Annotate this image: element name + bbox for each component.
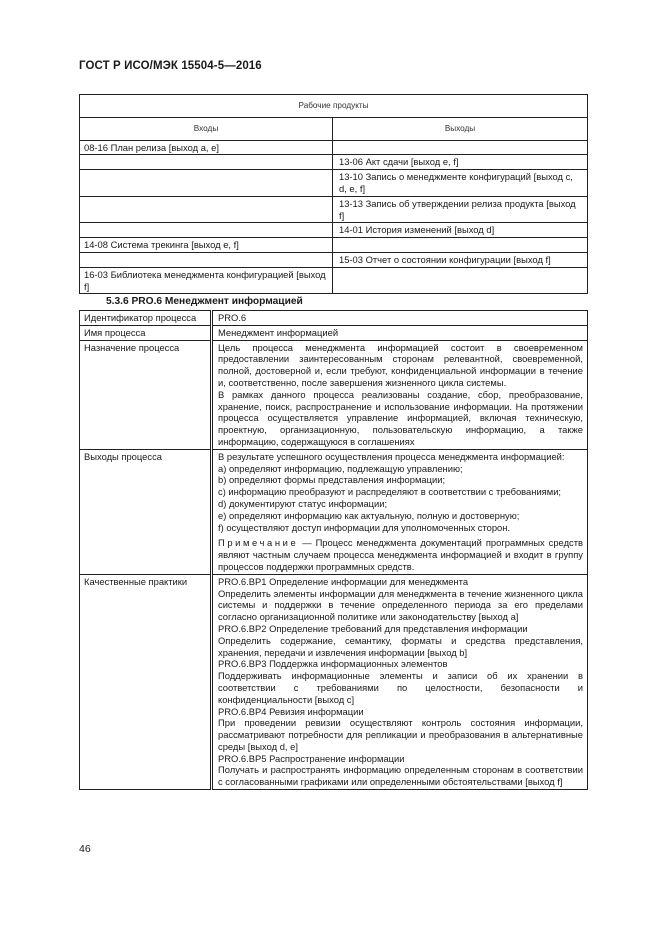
purpose-paragraph: Цель процесса менеджмента информацией состоит в своевременном предоставлении заинтересованным сторонам релевантной, своевременной, полной, достоверной и, если требуют, конфиденциальной информации в течение и, соответственно, после завершения жизненного цикла системы.: [218, 341, 583, 388]
work-products-header-row: [80, 117, 588, 140]
outcomes-intro: В результате успешного осуществления процесса менеджмента информацией:: [218, 450, 565, 462]
process-name-value: Менеджмент информацией: [212, 325, 588, 340]
table-row: [80, 267, 588, 294]
practice-text: Поддерживать информационные элементы и записи об их хранении в соответствии с требованиями по целостности, безопасности и конфиденциальности [выход c]: [218, 670, 583, 705]
input-cell: 16-03 Библиотека менеджмента конфигурацией [выход f]: [80, 267, 333, 294]
practice-text: Определить элементы информации для менеджмента в течение жизненного цикла системы и поддержки в течение определенного периода за его пределами согласно организационной политике или законодательству [выход a]: [218, 587, 583, 623]
output-cell: [333, 238, 588, 253]
output-cell: 15-03 Отчет о состоянии конфигурации [выход f]: [333, 252, 588, 267]
table-row: [80, 196, 588, 223]
input-cell: 08-16 План релиза [выход a, e]: [80, 140, 333, 155]
table-row: [80, 170, 588, 197]
table-row: [80, 449, 588, 574]
outcome-item: b) определяют формы представления информации;: [218, 474, 446, 486]
process-outcomes-text: [212, 449, 588, 574]
outcome-item: a) определяют информацию, подлежащую управлению;: [218, 462, 463, 474]
outcome-item: d) документируют статус информации;: [218, 497, 388, 509]
page-number: 46: [79, 843, 91, 855]
outcome-item: f) осуществляют доступ информации для уполномоченных сторон.: [218, 521, 511, 533]
table-row: [80, 325, 588, 340]
output-cell: 13-06 Акт сдачи [выход e, f]: [333, 155, 588, 170]
process-outcomes-label: Выходы процесса: [80, 449, 212, 574]
practice-title: PRO.6.BP5 Распространение информации: [218, 752, 405, 764]
process-purpose-label: Назначение процесса: [80, 340, 212, 449]
section-title: 5.3.6 PRO.6 Менеджмент информацией: [106, 296, 303, 307]
output-cell: 14-01 История изменений [выход d]: [333, 223, 588, 238]
input-cell: [80, 223, 333, 238]
practice-text: Получать и распространять информацию определенным сторонам в соответствии с согласованными графиками или определенными обстоятельствами [выход f]: [218, 764, 583, 788]
purpose-paragraph: В рамках данного процесса реализованы создание, сбор, преобразование, хранение, поиск, распространение и использование информации. На протяжении процесса осуществляется управление информацией, включая техническую, проектную, организационную, пользовательскую информацию, а также информацию, содержащуюся в соглашениях: [218, 388, 583, 447]
practice-text: При проведении ревизии осуществляют контроль состояния информации, рассматривают потребности для репликации и преобразования в альтернативные среды [выход d, e]: [218, 717, 583, 752]
table-row: [80, 223, 588, 238]
output-cell: [333, 267, 588, 294]
note-text: — Процесс менеджмента документаций программных средств являют частным случаем процесса менеджмента информацией и входит в группу процессов поддержки программных средств.: [218, 537, 583, 572]
note-label: Примечание: [218, 537, 299, 549]
input-cell: [80, 196, 333, 223]
output-cell: 13-10 Запись о менеджменте конфигураций [выход c, d, e, f]: [333, 170, 588, 197]
process-id-value: PRO.6: [212, 311, 588, 326]
process-practices-text: [212, 574, 588, 789]
page-header: ГОСТ Р ИСО/МЭК 15504-5—2016: [79, 60, 262, 72]
inputs-column-header: Входы: [80, 117, 333, 140]
work-products-title: Рабочие продукты: [80, 95, 588, 118]
outputs-column-header: Выходы: [333, 117, 588, 140]
work-products-table: [79, 94, 588, 294]
process-purpose-text: [212, 340, 588, 449]
table-row: [80, 574, 588, 789]
process-practices-label: Качественные практики: [80, 574, 212, 789]
process-name-label: Имя процесса: [80, 325, 212, 340]
practice-title: PRO.6.BP4 Ревизия информации: [218, 705, 364, 717]
table-row: [80, 311, 588, 326]
practice-title: PRO.6.BP3 Поддержка информационных элементов: [218, 658, 448, 670]
input-cell: [80, 170, 333, 197]
practice-title: PRO.6.BP2 Определение требований для представления информации: [218, 622, 528, 634]
practice-title: PRO.6.BP1 Определение информации для менеджмента: [218, 575, 469, 587]
work-products-title-row: [80, 95, 588, 118]
outcome-item: c) информацию преобразуют и распределяют в соответствии с требованиями;: [218, 486, 562, 498]
table-row: [80, 140, 588, 155]
note: [218, 537, 583, 572]
table-row: [80, 340, 588, 449]
output-cell: 13-13 Запись об утверждении релиза продукта [выход f]: [333, 196, 588, 223]
practice-text: Определить содержание, семантику, форматы и средства представления, хранения, передачи и извлечения информации [выход b]: [218, 634, 583, 658]
input-cell: [80, 252, 333, 267]
outcome-item: e) определяют информацию как актуальную, полную и достоверную;: [218, 509, 520, 521]
table-row: [80, 252, 588, 267]
process-table: [79, 310, 588, 790]
input-cell: [80, 155, 333, 170]
table-row: [80, 155, 588, 170]
table-row: [80, 238, 588, 253]
input-cell: 14-08 Система трекинга [выход e, f]: [80, 238, 333, 253]
output-cell: [333, 140, 588, 155]
process-id-label: Идентификатор процесса: [80, 311, 212, 326]
